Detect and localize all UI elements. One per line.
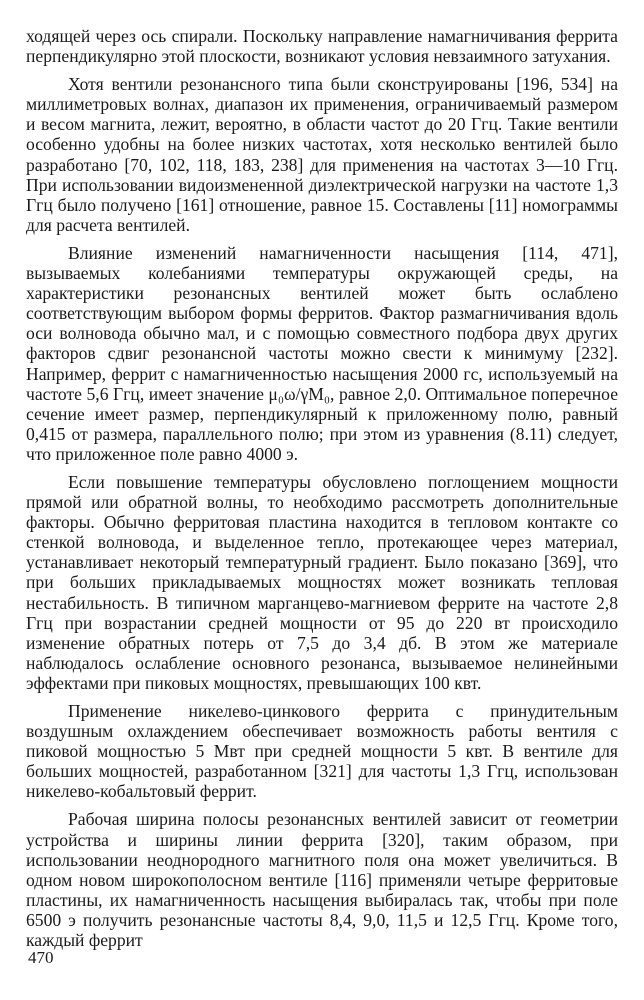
paragraph-continuation: ходящей через ось спирали. Поскольку направление намагничивания феррита перпендикулярно этой плоскости, возникают условия невзаимного затухания. xyxy=(26,26,618,67)
paragraph-resonant-isolators: Хотя вентили резонансного типа были сконструированы [196, 534] на миллиметровых волнах, диапазон их применения, ограничиваемый размером и весом магнита, лежит, вероятно, в области частот до 20 Ггц. Такие вентили особенно удобны на более низких частотах, хотя несколько вентилей было разработано [70, 102, 118, 183, 238] для применения на частотах 3—10 Ггц. При использовании видоизмененной диэлектрической нагрузки на частоте 1,3 Ггц было получено [161] отношение, равное 15. Составлены [11] номограммы для расчета вентилей. xyxy=(26,74,618,235)
paragraph-bandwidth: Рабочая ширина полосы резонансных вентилей зависит от геометрии устройства и ширины линии феррита [320], таким образом, при использовании неоднородного магнитного поля она может увеличиться. В одном новом широкополосном вентиле [116] применяли четыре ферритовые пластины, их намагниченность насыщения выбиралась так, чтобы при поле 6500 э получить резонансные частоты 8,4, 9,0, 11,5 и 12,5 Ггц. Кроме того, каждый феррит xyxy=(26,809,618,951)
page-number: 470 xyxy=(28,948,54,967)
paragraph-saturation-magnetization: Влияние изменений намагниченности насыщения [114, 471], вызываемых колебаниями температуры окружающей среды, на характеристики резонансных вентилей может быть ослаблено соответствующим выбором формы ферритов. Фактор размагничивания вдоль оси волновода обычно мал, и с помощью совместного подбора двух других факторов сдвиг резонансной частоты можно свести к минимуму [232]. Например, феррит с намагниченностью насыщения 2000 гс, используемый на частоте 5,6 Ггц, имеет значение μ₀ω/γM₀, равное 2,0. Оптимальное поперечное сечение имеет размер, перпендикулярный к приложенному полю, равный 0,415 от размера, параллельного полю; при этом из уравнения (8.11) следует, что приложенное поле равно 4000 э. xyxy=(26,242,618,464)
paragraph-temperature-rise: Если повышение температуры обусловлено поглощением мощности прямой или обратной волны, то необходимо рассмотреть дополнительные факторы. Обычно ферритовая пластина находится в тепловом контакте со стенкой волновода, и выделенное тепло, протекающее через материал, устанавливает некоторый температурный градиент. Было показано [369], что при больших прикладываемых мощностях может возникать тепловая нестабильность. В типичном марганцево-магниевом феррите на частоте 2,8 Ггц при возрастании средней мощности от 95 до 220 вт происходило изменение обратных потерь от 7,5 до 3,4 дб. В этом же материале наблюдалось ослабление основного резонанса, вызываемое нелинейными эффектами при пиковых мощностях, превышающих 100 квт. xyxy=(26,471,618,693)
page-body xyxy=(26,26,618,958)
paragraph-nickel-zinc-ferrite: Применение никелево-цинкового феррита с принудительным воздушным охлаждением обеспечивает возможность работы вентиля с пиковой мощностью 5 Мвт при средней мощности 5 квт. В вентиле для больших мощностей, разработанном [321] для частоты 1,3 Ггц, использован никелево-кобальтовый феррит. xyxy=(26,701,618,802)
